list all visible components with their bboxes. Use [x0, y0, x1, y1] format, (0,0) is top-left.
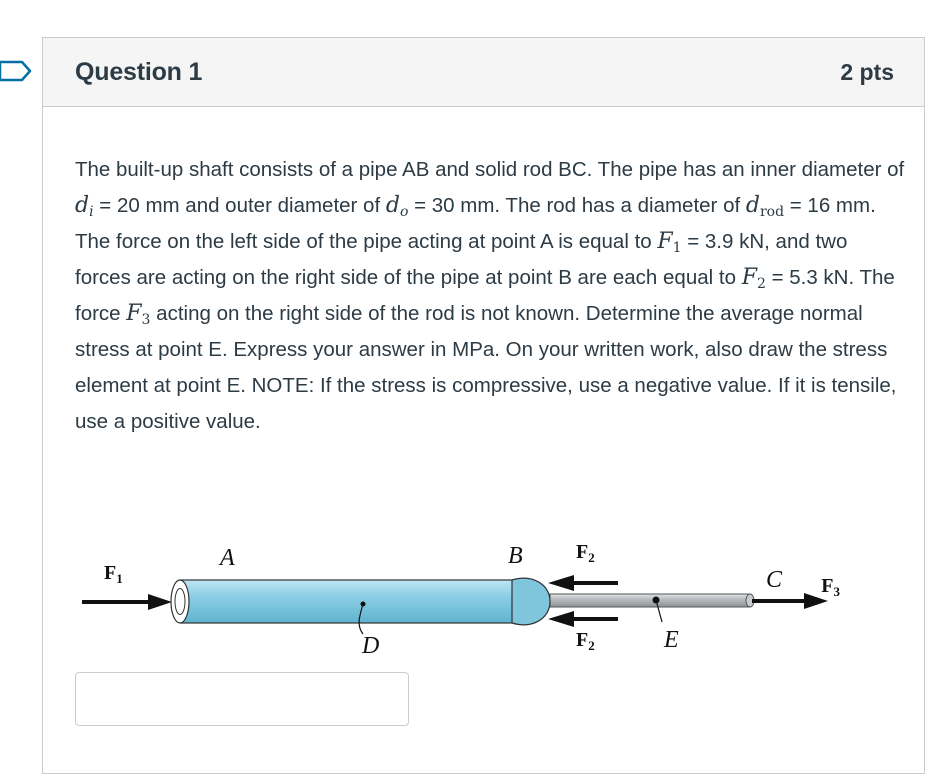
math-f2: $F_2$ [741, 265, 766, 292]
text-segment: = 30 mm. The rod has a diameter of [408, 194, 746, 217]
text-segment: The built-up shaft consists of a pipe AB and solid rod BC. The pipe has an inner diameter of [75, 158, 905, 181]
math-f3: $F_3$ [126, 301, 151, 328]
shaft-diagram [80, 500, 840, 660]
label-a: A [220, 545, 235, 571]
label-c: C [766, 567, 783, 593]
text-segment: acting on the right side of the rod is not known. Determine the average normal stress at point E. Express your answer in MPa. On your written work, also draw the stress element at point E. NOTE: If the stress is compressive, use a negative value. If it is tensile, use a positive value. [75, 302, 897, 433]
collar-b [512, 578, 550, 624]
label-e: E [664, 627, 679, 653]
pipe-end-a [171, 580, 189, 623]
force-f2-bottom-arrow [548, 611, 618, 627]
math-f1: $F_1$ [657, 229, 682, 256]
bookmark-flag-icon[interactable] [0, 60, 32, 82]
math-do: $d_o$ [385, 193, 409, 220]
label-f1: $F_1$ [104, 562, 123, 586]
question-points: 2 pts [840, 58, 894, 85]
label-f2-bottom: $F_2$ [576, 629, 595, 653]
question-card [42, 37, 925, 774]
pipe-ab [180, 580, 520, 623]
question-text [75, 152, 905, 440]
label-d: D [362, 633, 380, 659]
force-f2-top-arrow [548, 575, 618, 591]
text-segment: = 5.3 kN. The force [75, 266, 895, 325]
text-segment: = 20 mm and outer diameter of [93, 194, 386, 217]
force-f1-arrow [82, 594, 172, 610]
question-title: Question 1 [75, 57, 203, 86]
text-segment: = 16 mm. The force on the left side of the pipe acting at point A is equal to [75, 194, 876, 253]
answer-input[interactable] [75, 672, 409, 726]
text-segment: = 3.9 kN, and two forces are acting on the right side of the pipe at point B are each equal to [75, 230, 848, 289]
label-f3: $F_3$ [821, 575, 840, 599]
label-b: B [508, 543, 523, 569]
math-di: $d_i$ [75, 193, 94, 220]
label-f2-top: $F_2$ [576, 541, 595, 565]
math-drod: $d_{rod}$ [745, 193, 785, 220]
question-header [43, 38, 924, 107]
rod-bc [550, 594, 750, 607]
force-f3-arrow [752, 593, 828, 609]
